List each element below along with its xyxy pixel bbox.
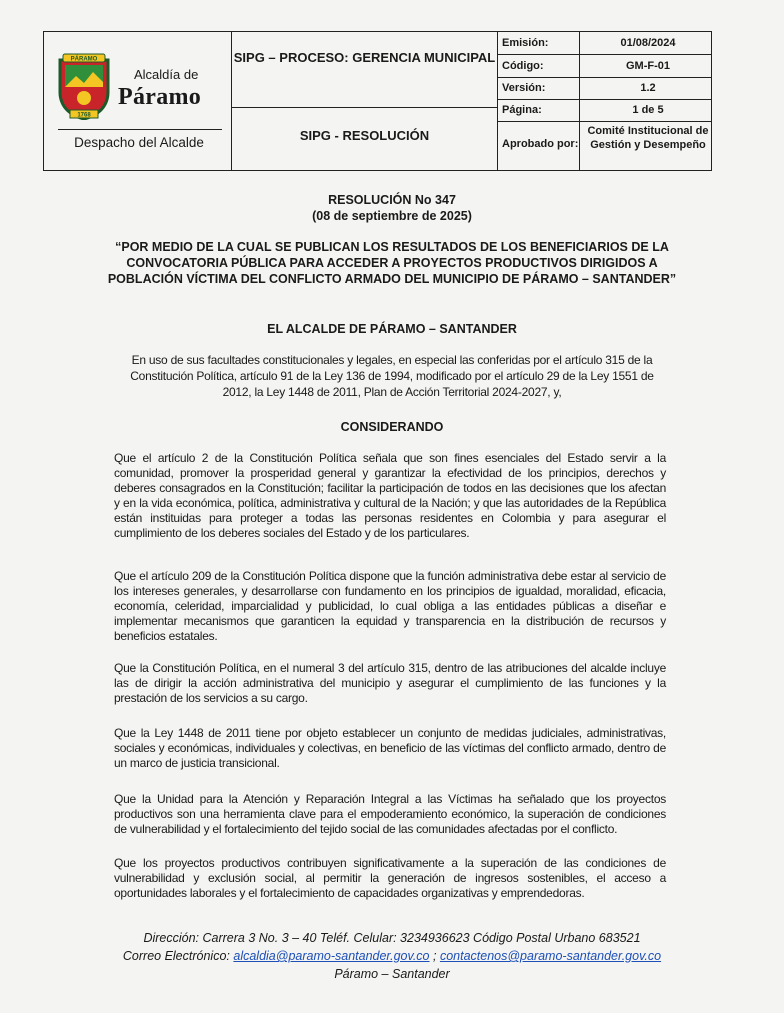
town-prefix: Alcaldía de [134,67,199,82]
faculties-line: En uso de sus facultades constitucionales y legales, en especial las conferidas por el artículo 315 de la [131,353,653,367]
town-name: Páramo [118,84,202,110]
footer-email-line [0,947,784,965]
divider [58,129,222,130]
process-title: SIPG – PROCESO: GERENCIA MUNICIPAL [233,50,496,65]
meta-value-codigo: GM-F-01 [626,60,670,72]
considerando-paragraph: Que la Unidad para la Atención y Reparación Integral a las Víctimas ha señalado que los proyectos productivos son una herramienta clave para el empoderamiento económico, la superación de condiciones de vulnerabilidad y el fortalecimiento del tejido social de las comunidades afectadas por el conflicto. [114,792,666,836]
considerando-paragraph: Que la Ley 1448 de 2011 tiene por objeto establecer un conjunto de medidas judiciales, administrativas, sociales y económicas, individuales y colectivas, en beneficio de las víctimas del conflicto armado, dentro de un marco de justicia transicional. [114,726,666,770]
resolution-number: RESOLUCIÓN No 347 [328,193,456,207]
considerando-paragraph: Que los proyectos productivos contribuyen significativamente a la superación de las condiciones de vulnerabilidad y exclusión social, al permitir la generación de ingresos sostenibles, el acceso a oportunidades laborales y el fortalecimiento de capacidades organizativas y emprendedoras. [114,856,666,900]
municipal-seal-icon [56,52,112,120]
footer-address: Dirección: Carrera 3 No. 3 – 40 Teléf. Celular: 3234936623 Código Postal Urbano 683521 [143,931,641,945]
municipality-logo-block [44,32,231,170]
considerando-paragraph: Que el artículo 2 de la Constitución Política señala que son fines esenciales del Estado servir a la comunidad, promover la prosperidad general y garantizar la efectividad de los principios, derechos y deberes consagrados en la Constitución; facilitar la participación de todos en las decisiones que los afectan y en la vida económica, política, administrativa y cultural de la Nación; y que las autoridades de la República están instituidas para proteger a todas las personas residentes en Colombia y para asegurar el cumplimiento de los deberes sociales del Estado y de los particulares. [114,451,666,540]
meta-label-emision: Emisión: [502,37,549,49]
meta-label-version: Versión: [502,82,546,94]
seal-year: 1768 [77,112,91,119]
document-header-table [43,31,712,171]
footer-email-label: Correo Electrónico: [122,949,230,963]
meta-value-aprobado: Comité Institucional de Gestión y Desempeño [587,125,709,151]
resolution-date: (08 de septiembre de 2025) [312,209,472,223]
considerando-paragraph: Que la Constitución Política, en el numeral 3 del artículo 315, dentro de las atribuciones del alcalde incluye las de dirigir la acción administrativa del municipio y asegurar el cumplimiento de las funciones y la prestación de los servicios a su cargo. [114,661,666,705]
meta-value-emision: 01/08/2024 [620,37,676,49]
faculties-line: 2012, la Ley 1448 de 2011, Plan de Acción Territorial 2024-2027, y, [222,385,562,399]
faculties-line: Constitución Política, artículo 91 de la Ley 136 de 1994, modificado por el artículo 29 de la Ley 1551 de [130,369,654,383]
resolution-subject-line: POBLACIÓN VÍCTIMA DEL CONFLICTO ARMADO DEL MUNICIPIO DE PÁRAMO – SANTANDER” [107,272,677,286]
email-link-alcaldia[interactable]: alcaldia@paramo-santander.gov.co [233,949,430,963]
resolution-subject-line: CONVOCATORIA PÚBLICA PARA ACCEDER A PROYECTOS PRODUCTIVOS DIRIGIDOS A [126,256,658,270]
meta-value-pagina: 1 de 5 [632,104,664,116]
seal-top-text: PÁRAMO [70,56,98,63]
email-separator: ; [429,949,440,963]
email-link-contactenos[interactable]: contactenos@paramo-santander.gov.co [439,949,662,963]
resolution-subject-line: “POR MEDIO DE LA CUAL SE PUBLICAN LOS RESULTADOS DE LOS BENEFICIARIOS DE LA [115,240,669,254]
office-name: Despacho del Alcalde [74,135,204,150]
footer-city: Páramo – Santander [334,967,450,981]
authority-heading: EL ALCALDE DE PÁRAMO – SANTANDER [267,322,517,336]
meta-label-aprobado: Aprobado por: [502,138,579,150]
considerando-heading: CONSIDERANDO [340,420,444,434]
document-type-title: SIPG - RESOLUCIÓN [299,128,430,143]
meta-label-codigo: Código: [502,60,544,72]
meta-value-version: 1.2 [640,82,656,94]
meta-label-pagina: Página: [502,104,542,116]
considerando-paragraph: Que el artículo 209 de la Constitución Política dispone que la función administrativa debe estar al servicio de los intereses generales, y desarrollarse con fundamento en los principios de igualdad, moralidad, eficacia, economía, celeridad, imparcialidad y publicidad, lo cual obliga a las entidades públicas a diseñar e implementar mecanismos que garanticen la equidad y transparencia en la distribución de recursos y beneficios estatales. [114,569,666,643]
